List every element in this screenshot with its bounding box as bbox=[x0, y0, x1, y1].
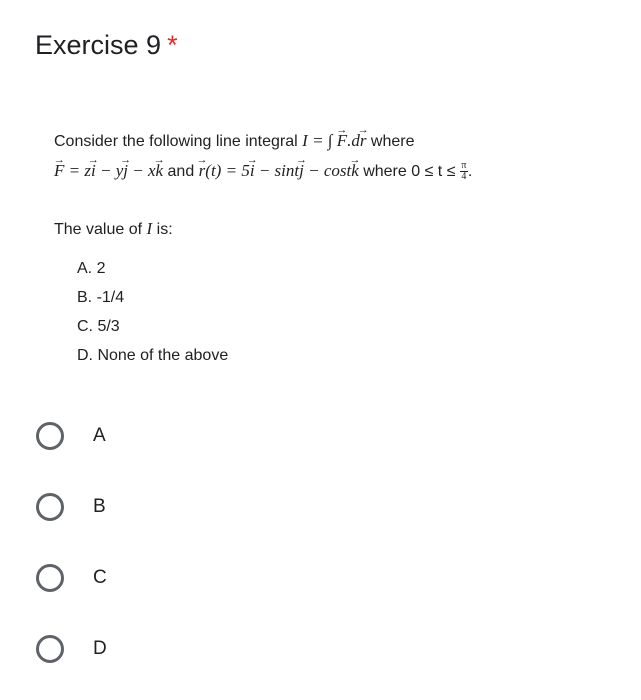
question-body bbox=[54, 126, 614, 186]
option-text: C. 5/3 bbox=[77, 318, 120, 335]
field-expression: F → = zi → − yj → − xk → bbox=[54, 161, 163, 180]
radio-circle-icon[interactable] bbox=[36, 422, 64, 450]
required-asterisk: * bbox=[167, 30, 178, 60]
choice-label: A bbox=[93, 424, 106, 446]
question-title-text: Exercise 9 bbox=[35, 30, 162, 60]
question-where-text: where bbox=[370, 133, 415, 150]
radio-circle-icon[interactable] bbox=[36, 635, 64, 663]
option-text: A. 2 bbox=[77, 260, 106, 277]
answer-options-list bbox=[77, 258, 228, 374]
option-text: B. -1/4 bbox=[77, 289, 125, 306]
radio-circle-icon[interactable] bbox=[36, 564, 64, 592]
radio-choice-b[interactable] bbox=[36, 471, 107, 542]
path-expression: r →(t) = 5i → − sintj → − costk → bbox=[199, 161, 359, 180]
and-text: and bbox=[167, 163, 195, 180]
period: . bbox=[467, 163, 473, 180]
option-text: D. None of the above bbox=[77, 347, 229, 364]
domain-text: where 0 ≤ t ≤ bbox=[363, 163, 456, 180]
question-line-1 bbox=[54, 126, 614, 156]
radio-choice-d[interactable] bbox=[36, 613, 107, 684]
question-line-2 bbox=[54, 156, 614, 186]
radio-choice-a[interactable] bbox=[36, 400, 107, 471]
radio-circle-icon[interactable] bbox=[36, 493, 64, 521]
choice-label: B bbox=[93, 495, 106, 517]
question-intro-text: Consider the following line integral bbox=[54, 133, 298, 150]
integral-expression: I = ∫ F →.dr → bbox=[302, 131, 366, 150]
radio-choice-c[interactable] bbox=[36, 542, 107, 613]
choice-label: C bbox=[93, 566, 107, 588]
question-prompt: The value of I is: bbox=[54, 219, 173, 238]
question-title bbox=[35, 30, 178, 61]
pi-over-4-fraction: $\frac{\pi}{4}$ bbox=[461, 160, 467, 183]
radio-group bbox=[36, 400, 107, 684]
choice-label: D bbox=[93, 637, 107, 659]
